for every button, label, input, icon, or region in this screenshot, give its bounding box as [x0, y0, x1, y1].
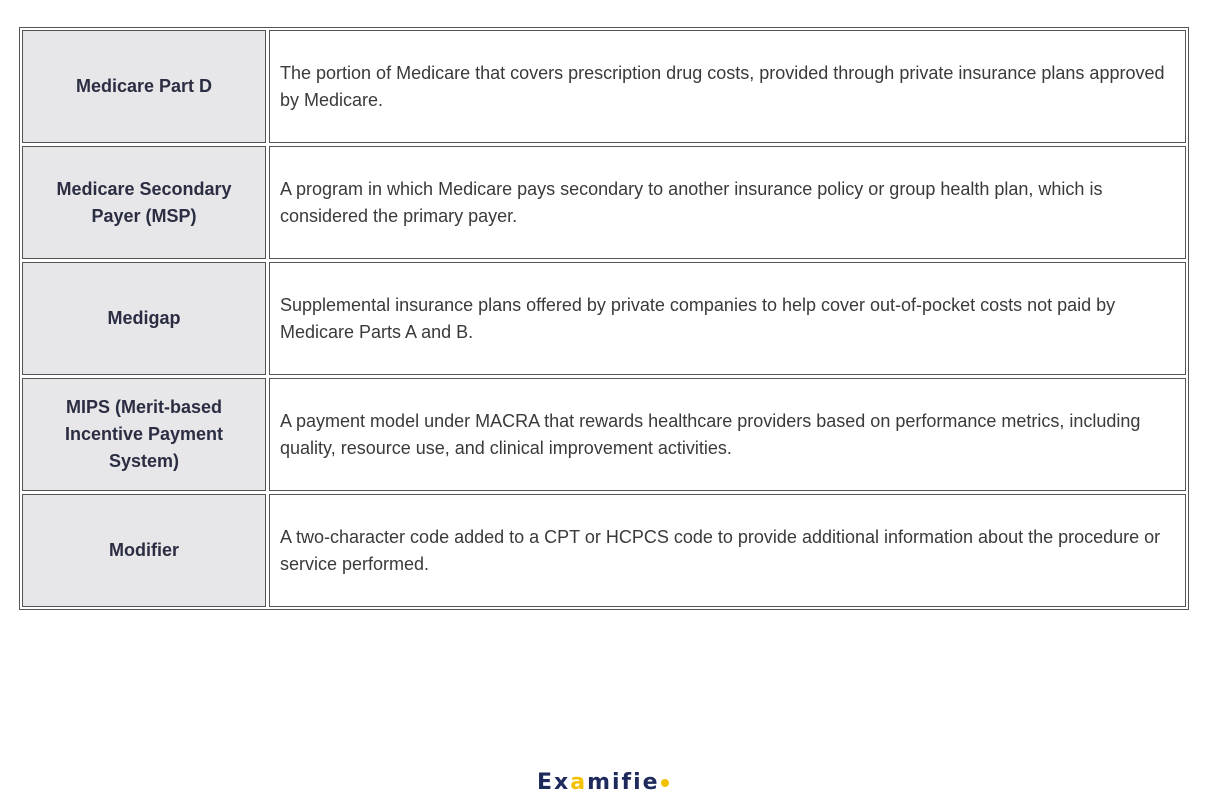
glossary-table [19, 27, 1189, 610]
definition-cell: A program in which Medicare pays secondary to another insurance policy or group health plan, which is considered the primary payer. [269, 146, 1186, 259]
term-cell: Medicare Secondary Payer (MSP) [22, 146, 266, 259]
table-row [22, 262, 1186, 375]
logo-text-prefix: Ex [537, 770, 571, 795]
definition-cell: A payment model under MACRA that rewards healthcare providers based on performance metrics, including quality, resource use, and clinical improvement activities. [269, 378, 1186, 491]
table-row [22, 378, 1186, 491]
examifie-logo [537, 770, 669, 795]
definition-cell: The portion of Medicare that covers prescription drug costs, provided through private insurance plans approved by Medicare. [269, 30, 1186, 143]
table-row [22, 146, 1186, 259]
term-cell: Medigap [22, 262, 266, 375]
term-cell: MIPS (Merit-based Incentive Payment System) [22, 378, 266, 491]
term-cell: Modifier [22, 494, 266, 607]
definition-cell: Supplemental insurance plans offered by private companies to help cover out-of-pocket costs not paid by Medicare Parts A and B. [269, 262, 1186, 375]
term-cell: Medicare Part D [22, 30, 266, 143]
logo-text-suffix: mifie [587, 770, 660, 795]
definition-cell: A two-character code added to a CPT or HCPCS code to provide additional information about the procedure or service performed. [269, 494, 1186, 607]
table-row [22, 30, 1186, 143]
lightbulb-icon: a [570, 770, 588, 795]
swoosh-icon [661, 779, 669, 787]
table-row [22, 494, 1186, 607]
